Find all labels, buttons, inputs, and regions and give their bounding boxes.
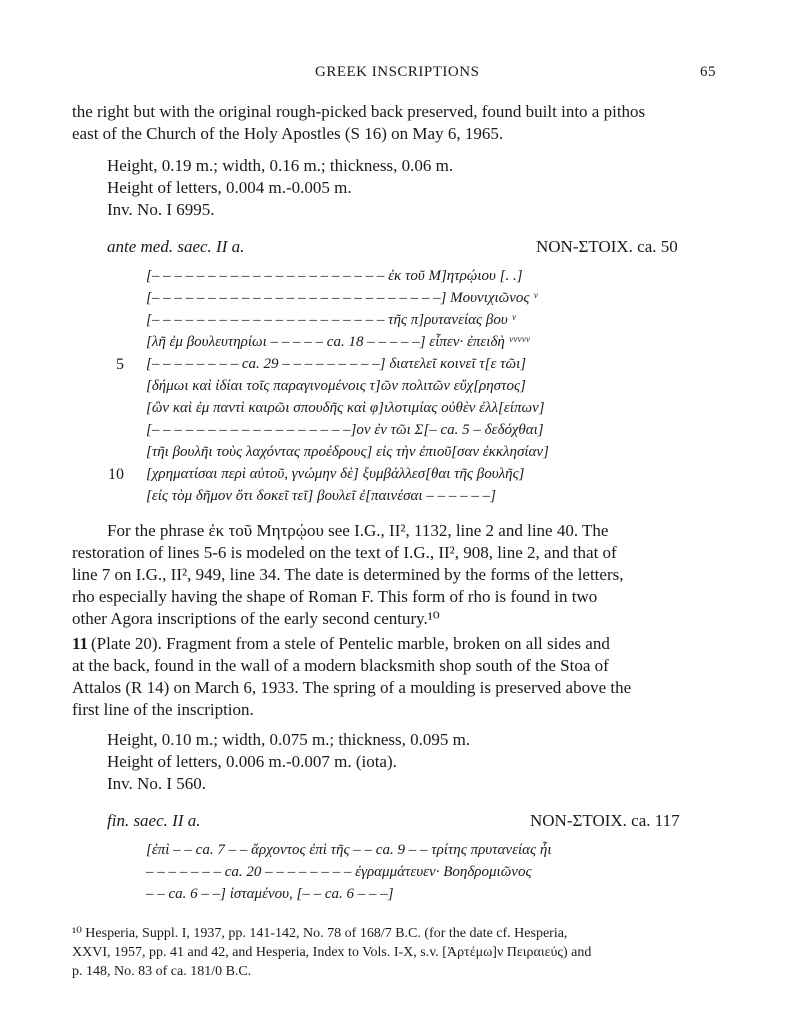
greek-line: [ἐπὶ – – ca. 7 – – ἄρχοντος ἐπὶ τῆς – – ca. 9 – – τρίτης πρυτανείας ἧι (146, 842, 552, 858)
greek-line: – – – – – – – ca. 20 – – – – – – – – ἐγραμμάτευεν· Βοηδρομιῶνος (146, 864, 532, 880)
greek-line: [– – – – – – – – – – – – – – – – – – – – – – – – – –] Μουνιχιῶνος ᵛ (146, 290, 538, 306)
greek-line: [– – – – – – – – – – – – – – – – – – – – – τῆς π]ρυτανείας βου ᵛ (146, 312, 516, 328)
measure-line: Height, 0.10 m.; width, 0.075 m.; thickness, 0.095 m. (107, 730, 471, 749)
measure-line: Inv. No. I 6995. (107, 200, 215, 219)
intro-line: the right but with the original rough-picked back preserved, found built into a pithos (72, 102, 646, 121)
footnote-line: ¹⁰ Hesperia, Suppl. I, 1937, pp. 141-142, No. 78 of 168/7 B.C. (for the date cf. Hesperia, (72, 926, 568, 941)
commentary-line: restoration of lines 5-6 is modeled on the text of I.G., II², 908, line 2, and that of (72, 543, 617, 562)
measure-line: Height of letters, 0.004 m.-0.005 m. (107, 178, 352, 197)
entry-number: 11 (72, 634, 89, 653)
stoich-note: NON-ΣΤΟΙΧ. ca. 117 (530, 811, 680, 830)
stoich-note: NON-ΣΤΟΙΧ. ca. 50 (536, 237, 678, 256)
greek-line: [χρηματίσαι περὶ αὐτοῦ, γνώμην δὲ] ξυμβάλλεσ[θαι τῆς βουλῆς] (146, 466, 525, 482)
footnote-line: p. 148, No. 83 of ca. 181/0 B.C. (72, 964, 252, 979)
line-number: 5 (116, 356, 124, 373)
page-number: 65 (700, 64, 716, 80)
footnote-line: XXVI, 1957, pp. 41 and 42, and Hesperia, Index to Vols. I-X, s.v. [Ἀρτέμω]ν Πειραιεύς) and (72, 945, 592, 960)
commentary-line: other Agora inscriptions of the early second century.¹⁰ (72, 609, 440, 628)
intro-line: east of the Church of the Holy Apostles (S 16) on May 6, 1965. (72, 124, 504, 143)
greek-line: [– – – – – – – – ca. 29 – – – – – – – – –] διατελεῖ κοινεῖ τ[ε τῶι] (146, 356, 527, 372)
description-line: Attalos (R 14) on March 6, 1933. The spring of a moulding is preserved above the (72, 678, 632, 697)
description-line: (Plate 20). Fragment from a stele of Pentelic marble, broken on all sides and (91, 634, 610, 653)
measure-line: Height, 0.19 m.; width, 0.16 m.; thickness, 0.06 m. (107, 156, 454, 175)
running-header: GREEK INSCRIPTIONS (315, 64, 480, 80)
greek-line: [λῆ ἐμ βουλευτηρίωι – – – – – ca. 18 – – – – –] εἶπεν· ἐπειδὴ ᵛᵛᵛᵛᵛ (146, 334, 530, 350)
greek-line: [ὢν καὶ ἐμ παντὶ καιρῶι σπουδῆς καὶ φ]ιλοτιμίας οὐθὲν ἐλλ[είπων] (146, 400, 545, 416)
greek-line: [– – – – – – – – – – – – – – – – – – – – – ἐκ τοῦ Μ]ητρῴιου [. .] (146, 268, 523, 284)
inscription-date: fin. saec. II a. (107, 811, 201, 830)
commentary-line: line 7 on I.G., II², 949, line 34. The date is determined by the forms of the letters, (72, 565, 624, 584)
greek-line: – – ca. 6 – –] ἱσταμένου, [– – ca. 6 – – –] (146, 886, 394, 902)
greek-line: [δήμωι καὶ ἰδίαι τοῖς παραγινομένοις τ]ῶν πολιτῶν εὔχ[ρηστος] (146, 378, 526, 394)
greek-line: [τῆι βουλῆι τοὺς λαχόντας προέδρους] εἰς τὴν ἐπιοῦ[σαν ἐκκλησίαν] (146, 444, 549, 460)
commentary-line: rho especially having the shape of Roman F. This form of rho is found in two (72, 587, 598, 606)
measure-line: Inv. No. I 560. (107, 774, 206, 793)
description-line: at the back, found in the wall of a modern blacksmith shop south of the Stoa of (72, 656, 609, 675)
line-number: 10 (108, 466, 124, 483)
greek-line: [– – – – – – – – – – – – – – – – – –]ον ἐν τῶι Σ[– ca. 5 – δεδόχθαι] (146, 422, 544, 438)
greek-line: [εἰς τὸμ δῆμον ὅτι δοκεῖ τεῖ] βουλεῖ ἐ[παινέσαι – – – – – –] (146, 488, 496, 504)
description-line: first line of the inscription. (72, 700, 254, 719)
inscription-date: ante med. saec. II a. (107, 237, 245, 256)
measure-line: Height of letters, 0.006 m.-0.007 m. (iota). (107, 752, 397, 771)
commentary-line: For the phrase ἐκ τοῦ Μητρῴου see I.G., II², 1132, line 2 and line 40. The (107, 521, 609, 540)
